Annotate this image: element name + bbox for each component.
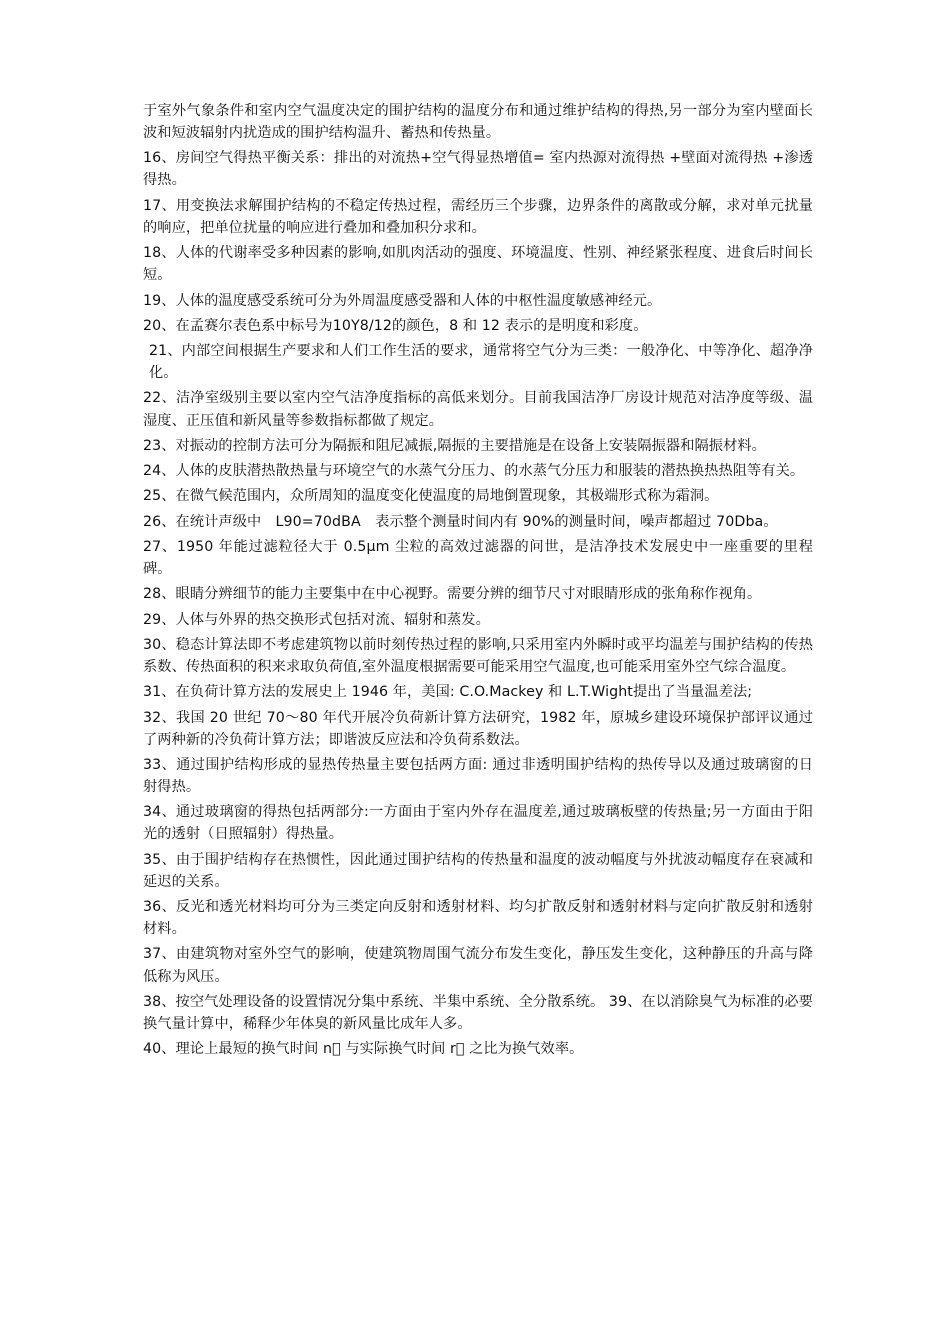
paragraph-29: 29、人体与外界的热交换形式包括对流、辐射和蒸发。 bbox=[143, 611, 490, 628]
paragraph-34: 34、通过玻璃窗的得热包括两部分:一方面由于室内外存在温度差,通过玻璃板壁的传热量;另一方面由于阳光的透射（日照辐射）得热量。 bbox=[143, 804, 813, 843]
paragraph-35: 35、由于围护结构存在热惯性，因此通过围护结构的传热量和温度的波动幅度与外扰波动幅度存在衰减和延迟的关系。 bbox=[143, 851, 813, 890]
paragraph-31: 31、在负荷计算方法的发展史上 1946 年，美国: C.O.Mackey 和 L.T.Wight提出了当量温差法; bbox=[143, 684, 753, 701]
paragraph-22: 22、洁净室级别主要以室内空气洁净度指标的高低来划分。目前我国洁净厂房设计规范对洁净度等级、温湿度、正压值和新风量等参数指标都做了规定。 bbox=[143, 390, 813, 429]
paragraph-40: 40、理论上最短的换气时间 n  与实际换气时间 r  之比为换气效率。 bbox=[143, 1041, 584, 1058]
paragraph-30: 30、稳态计算法即不考虑建筑物以前时刻传热过程的影响,只采用室内外瞬时或平均温差与围护结构的传热系数、传热面积的积来求取负荷值,室外温度根据需要可能采用空气温度,也可能采用室外空气综合温度。 bbox=[143, 636, 813, 675]
paragraph-16: 16、房间空气得热平衡关系：排出的对流热+空气得显热增值= 室内热源对流得热 +壁面对流得热 +渗透得热。 bbox=[143, 150, 813, 189]
paragraph-24: 24、人体的皮肤潜热散热量与环境空气的水蒸气分压力、的水蒸气分压力和服装的潜热换热热阻等有关。 bbox=[143, 463, 805, 480]
paragraph-21: 21、内部空间根据生产要求和人们工作生活的要求，通常将空气分为三类：一般净化、中等净化、超净净化。 bbox=[149, 343, 813, 382]
paragraph-37: 37、由建筑物对室外空气的影响，使建筑物周围气流分布发生变化，静压发生变化，这种静压的升高与降低称为风压。 bbox=[143, 946, 813, 985]
paragraph-32: 32、我国 20 世纪 70～80 年代开展冷负荷新计算方法研究，1982 年，原城乡建设环境保护部评议通过了两种新的冷负荷计算方法；即谐波反应法和冷负荷系数法。 bbox=[143, 709, 813, 748]
paragraph-33: 33、通过围护结构形成的显热传热量主要包括两方面: 通过非透明围护结构的热传导以及通过玻璃窗的日射得热。 bbox=[143, 756, 813, 795]
paragraph-28: 28、眼睛分辨细节的能力主要集中在中心视野。需要分辨的细节尺寸对眼睛形成的张角称作视角。 bbox=[143, 586, 762, 603]
paragraph-38-39: 38、按空气处理设备的设置情况分集中系统、半集中系统、全分散系统。 39、在以消除臭气为标准的必要换气量计算中，稀释少年体臭的新风量比成年人多。 bbox=[143, 993, 813, 1032]
document-page bbox=[143, 100, 813, 1063]
paragraph-27: 27、1950 年能过滤粒径大于 0.5μm 尘粒的高效过滤器的问世，是洁净技术发展史中一座重要的里程碑。 bbox=[143, 538, 813, 578]
paragraph-26: 26、在统计声级中 L90=70dBA 表示整个测量时间内有 90%的测量时间，噪声都超过 70Dba。 bbox=[143, 513, 778, 530]
paragraph-18: 18、人体的代谢率受多种因素的影响,如肌肉活动的强度、环境温度、性别、神经紧张程度、进食后时间长短。 bbox=[143, 245, 813, 284]
paragraph-36: 36、反光和透光材料均可分为三类定向反射和透射材料、均匀扩散反射和透射材料与定向扩散反射和透射材料。 bbox=[143, 899, 813, 938]
paragraph-17: 17、用变换法求解围护结构的不稳定传热过程，需经历三个步骤，边界条件的离散或分解，求对单元扰量的响应，把单位扰量的响应进行叠加和叠加积分求和。 bbox=[143, 197, 813, 236]
paragraph-20: 20、在孟赛尔表色系中标号为10Y8/12的颜色，8 和 12 表示的是明度和彩度。 bbox=[143, 317, 648, 334]
paragraph-19: 19、人体的温度感受系统可分为外周温度感受器和人体的中枢性温度敏感神经元。 bbox=[143, 292, 662, 309]
paragraph-25: 25、在微气候范围内，众所周知的温度变化使温度的局地倒置现象，其极端形式称为霜洞。 bbox=[143, 488, 719, 505]
paragraph-continuation: 于室外气象条件和室内空气温度决定的围护结构的温度分布和通过维护结构的得热,另一部分为室内壁面长波和短波辐射内扰造成的围护结构温升、蓄热和传热量。 bbox=[143, 103, 813, 142]
paragraph-23: 23、对振动的控制方法可分为隔振和阻尼减振,隔振的主要措施是在设备上安装隔振器和隔振材料。 bbox=[143, 437, 766, 454]
